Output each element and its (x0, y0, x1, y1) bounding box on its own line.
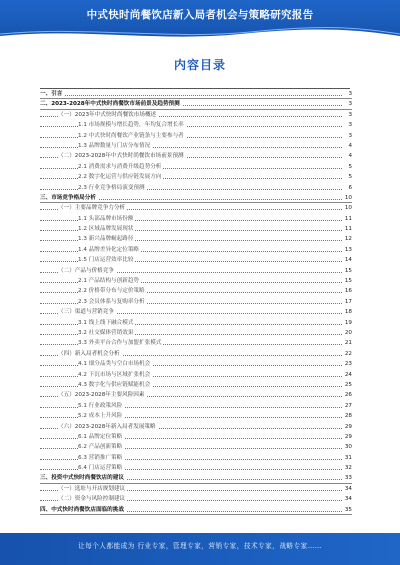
toc-entry-label: 2.3 会员体系与复购率分析 (78, 297, 147, 307)
toc-page-number: 17 (342, 297, 352, 307)
toc-entry[interactable] (40, 338, 352, 348)
toc-entry-label: （三）渠道与营销竞争 (58, 307, 116, 317)
toc-entry-label: 3.3 外卖平台合作与加盟扩张模式 (78, 338, 163, 348)
toc-entry-label: （二）资金与风险控制建议 (58, 494, 127, 504)
toc-entry[interactable] (40, 276, 352, 286)
toc-leader-dots (40, 95, 342, 96)
toc-page-number: 35 (342, 505, 352, 515)
toc-entry[interactable] (40, 380, 352, 390)
table-of-contents (40, 89, 352, 515)
toc-page-number: 31 (342, 453, 352, 463)
toc-entry[interactable] (40, 266, 352, 276)
toc-page-number: 34 (342, 494, 352, 504)
toc-entry-label: 6.4 门店运营策略 (78, 463, 124, 473)
toc-page-number: 10 (342, 203, 352, 213)
toc-page-number: 4 (342, 141, 352, 151)
toc-entry[interactable] (40, 162, 352, 172)
toc-page-number: 4 (342, 151, 352, 161)
toc-page-number: 24 (342, 370, 352, 380)
toc-page-number: 5 (342, 172, 352, 182)
toc-entry[interactable] (40, 203, 352, 213)
toc-page-number: 34 (342, 484, 352, 494)
toc-page-number: 19 (342, 318, 352, 328)
toc-entry[interactable] (40, 453, 352, 463)
toc-entry-label: 1.2 中式快时尚餐饮产业链条与主要参与者 (78, 131, 186, 141)
toc-entry-label: 四、中式快时尚餐饮店面临的挑战 (40, 505, 126, 515)
toc-page-number: 29 (342, 422, 352, 432)
toc-entry-label: 一、引言 (40, 89, 64, 99)
toc-entry-label: 4.3 数字化与供应链赋能机会 (78, 380, 152, 390)
toc-entry-label: （四）新入局者机会分析 (58, 349, 122, 359)
toc-entry[interactable] (40, 390, 352, 400)
toc-page-number: 3 (342, 131, 352, 141)
toc-entry-label: 5.1 行业政策风险 (78, 401, 124, 411)
toc-entry[interactable] (40, 234, 352, 244)
toc-entry-label: 1.1 头部品牌市场份额 (78, 214, 135, 224)
toc-entry[interactable] (40, 349, 352, 359)
toc-entry-label: 4.2 下沉市场与区域扩张机会 (78, 370, 152, 380)
toc-page-number: 12 (342, 234, 352, 244)
toc-entry[interactable] (40, 183, 352, 193)
toc-page-number: 21 (342, 338, 352, 348)
toc-page-number: 25 (342, 380, 352, 390)
toc-entry[interactable] (40, 370, 352, 380)
toc-page-number: 3 (342, 110, 352, 120)
toc-entry[interactable] (40, 463, 352, 473)
toc-entry-label: （五）2023-2028年主要风险因素 (58, 390, 146, 400)
toc-entry-label: （六）2023-2028年新入局者发展策略 (58, 422, 158, 432)
toc-page-number: 18 (342, 307, 352, 317)
toc-page-number: 11 (342, 224, 352, 234)
toc-page-number: 15 (342, 276, 352, 286)
toc-page-number: 3 (342, 120, 352, 130)
toc-entry-label: 1.2 区域品牌发展现状 (78, 224, 135, 234)
toc-page-number: 28 (342, 411, 352, 421)
toc-page-number: 27 (342, 401, 352, 411)
toc-page-number: 14 (342, 255, 352, 265)
report-title: 中式快时尚餐饮店新入局者机会与策略研究报告 (86, 9, 314, 21)
toc-entry-label: 2.3 行业竞争格局演变预测 (78, 183, 147, 193)
toc-entry[interactable] (40, 89, 352, 99)
toc-entry-label: （一）2023年中式快时尚餐饮市场概述 (58, 110, 158, 120)
toc-entry-label: 1.3 新兴品牌崛起路径 (78, 234, 135, 244)
toc-page-number: 3 (342, 99, 352, 109)
toc-entry[interactable] (40, 151, 352, 161)
toc-entry-label: （二）2023-2028年中式快时尚餐饮市场前景预测 (58, 151, 186, 161)
toc-heading: 内容目录 (173, 58, 226, 72)
toc-page-number: 20 (342, 328, 352, 338)
header-wave-decoration (0, 26, 400, 40)
toc-entry[interactable] (40, 172, 352, 182)
toc-page-number: 6 (342, 183, 352, 193)
toc-entry-label: 6.2 产品创新策略 (78, 442, 124, 452)
toc-entry-label: 5.2 成本上升风险 (78, 411, 124, 421)
toc-entry-label: 2.1 产品结构与创新趋势 (78, 276, 141, 286)
toc-entry[interactable] (40, 224, 352, 234)
toc-entry[interactable] (40, 286, 352, 296)
page-footer (0, 533, 400, 565)
toc-entry[interactable] (40, 141, 352, 151)
toc-entry[interactable] (40, 318, 352, 328)
toc-entry[interactable] (40, 422, 352, 432)
toc-entry-label: 2.2 数字化运营与供应链发展方向 (78, 172, 163, 182)
toc-entry-label: 4.1 细分品类与空白市场机会 (78, 359, 152, 369)
toc-entry[interactable] (40, 359, 352, 369)
toc-entry[interactable] (40, 214, 352, 224)
toc-page-number: 15 (342, 266, 352, 276)
toc-entry-label: 3.1 线上线下融合模式 (78, 318, 135, 328)
toc-entry[interactable] (40, 193, 352, 203)
toc-page-number: 13 (342, 245, 352, 255)
page-header (0, 0, 400, 40)
toc-entry-label: 三、投资中式快时尚餐饮店的建议 (40, 473, 126, 483)
toc-page-number: 11 (342, 214, 352, 224)
toc-entry-label: 1.3 品牌数量与门店分布情况 (78, 141, 152, 151)
toc-page-number: 33 (342, 473, 352, 483)
toc-entry[interactable] (40, 442, 352, 452)
toc-entry[interactable] (40, 411, 352, 421)
toc-entry[interactable] (40, 494, 352, 504)
toc-entry-label: 3.2 社交媒体营销效果 (78, 328, 135, 338)
toc-entry-label: 1.1 市场规模与增长趋势，年均复合增长率 (78, 120, 186, 130)
toc-entry[interactable] (40, 120, 352, 130)
toc-entry-label: 二、2023-2028年中式快时尚餐饮市场前景及趋势预测 (40, 99, 182, 109)
toc-page-number: 23 (342, 359, 352, 369)
toc-entry[interactable] (40, 245, 352, 255)
toc-entry[interactable] (40, 307, 352, 317)
toc-entry[interactable] (40, 505, 352, 515)
toc-entry-label: （一）选址与开店规划建议 (58, 484, 127, 494)
toc-entry-label: （一）主要品牌竞争力分析 (58, 203, 127, 213)
toc-entry[interactable] (40, 401, 352, 411)
toc-entry[interactable] (40, 484, 352, 494)
toc-entry-label: 1.4 品牌差异化定位策略 (78, 245, 141, 255)
toc-entry[interactable] (40, 328, 352, 338)
toc-entry-label: （二）产品与价格竞争 (58, 266, 116, 276)
toc-page-number: 29 (342, 432, 352, 442)
toc-page-number: 10 (342, 193, 352, 203)
toc-entry-label: 1.5 门店运营效率比较 (78, 255, 135, 265)
toc-page-number: 3 (342, 89, 352, 99)
toc-entry[interactable] (40, 473, 352, 483)
toc-entry[interactable] (40, 131, 352, 141)
toc-entry-label: 2.1 消费需求与消费升级趋势分析 (78, 162, 163, 172)
toc-entry[interactable] (40, 255, 352, 265)
toc-entry[interactable] (40, 99, 352, 109)
toc-page-number: 16 (342, 286, 352, 296)
toc-entry[interactable] (40, 432, 352, 442)
toc-page-number: 5 (342, 162, 352, 172)
toc-entry-label: 6.3 营销推广策略 (78, 453, 124, 463)
toc-entry[interactable] (40, 297, 352, 307)
toc-entry-label: 2.2 价格带分布与定价策略 (78, 286, 147, 296)
toc-entry[interactable] (40, 110, 352, 120)
toc-page-number: 32 (342, 463, 352, 473)
footer-slogan: 让每个人都能成为 行业专家，管理专家，营销专家，技术专家，战略专家…… (78, 542, 322, 550)
toc-page-number: 22 (342, 349, 352, 359)
toc-entry-label: 三、市场竞争格局分析 (40, 193, 98, 203)
toc-page-number: 30 (342, 442, 352, 452)
toc-page-number: 26 (342, 390, 352, 400)
toc-entry-label: 6.1 品牌定位策略 (78, 432, 124, 442)
